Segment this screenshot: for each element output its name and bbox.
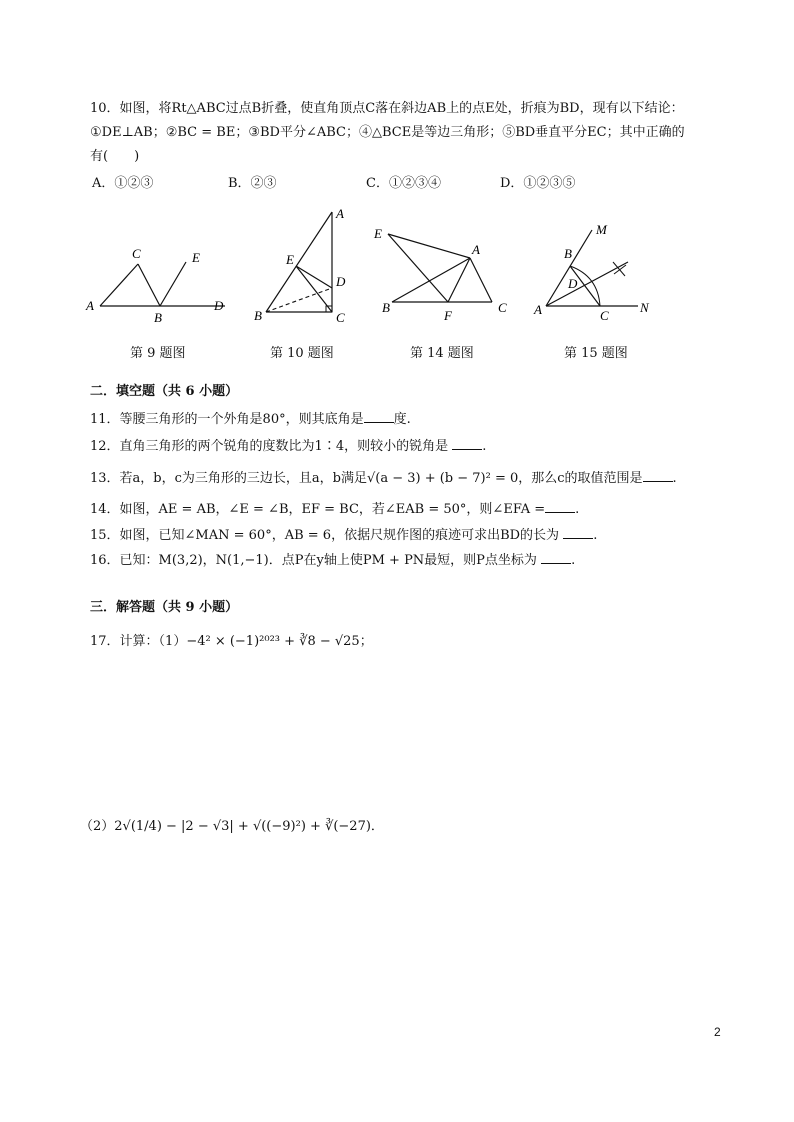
fig14-label-b: B bbox=[382, 300, 390, 315]
fig15-label-c: C bbox=[600, 308, 609, 323]
fig10-caption: 第 10 题图 bbox=[270, 346, 334, 361]
fig14-label-a: A bbox=[472, 242, 480, 257]
fig14-label-e: E bbox=[374, 226, 382, 241]
figure-15 bbox=[530, 220, 660, 326]
page-number: 2 bbox=[714, 1025, 721, 1039]
q15: 15．如图，已知∠MAN = 60°，AB = 6，依据尺规作图的痕迹可求出BD的长为 . bbox=[90, 528, 598, 543]
q12: 12．直角三角形的两个锐角的度数比为1∶4，则较小的锐角是 . bbox=[90, 439, 487, 454]
fig10-label-b: B bbox=[254, 308, 262, 323]
fig14-label-f: F bbox=[444, 308, 452, 322]
q14: 14．如图，AE = AB，∠E = ∠B，EF = BC，若∠EAB = 50°，则∠EFA = . bbox=[90, 502, 580, 517]
figure-10 bbox=[250, 204, 360, 328]
fig15-label-n: N bbox=[640, 300, 649, 315]
fig10-label-e: E bbox=[286, 252, 294, 267]
fig10-label-a: A bbox=[336, 206, 344, 221]
fig9-label-e: E bbox=[192, 250, 200, 265]
q17-part1: 17．计算：（1）−4² × (−1)²⁰²³ + ∛8 − √25； bbox=[90, 634, 373, 649]
fig9-label-a: A bbox=[86, 298, 94, 313]
q13: 13．若a，b，c为三角形的三边长，且a，b满足√(a − 3) + (b − 7)² = 0，那么c的取值范围是 . bbox=[90, 471, 677, 486]
figure-9 bbox=[80, 240, 240, 330]
fig10-label-d: D bbox=[336, 274, 346, 289]
fig15-label-d: D bbox=[568, 276, 578, 291]
q16: 16．已知：M(3,2)，N(1,−1)．点P在y轴上使PM + PN最短，则P点坐标为 . bbox=[90, 553, 576, 568]
q10-line1: 10．如图，将Rt△ABC过点B折叠，使直角顶点C落在斜边AB上的点E处，折痕为BD，现有以下结论： bbox=[90, 101, 684, 116]
fig15-label-b: B bbox=[564, 246, 572, 261]
fig15-caption: 第 15 题图 bbox=[564, 346, 628, 361]
fig9-caption: 第 9 题图 bbox=[130, 346, 186, 361]
figure-14 bbox=[370, 222, 520, 322]
q10-option-d: D．①②③⑤ bbox=[500, 176, 576, 191]
q10-line2: ①DE⊥AB；②BC = BE；③BD平分∠ABC；④△BCE是等边三角形；⑤BD垂直平分EC；其中正确的 bbox=[90, 125, 685, 140]
fig15-label-m: M bbox=[596, 222, 607, 237]
section3-title: 三．解答题（共 9 小题） bbox=[90, 600, 239, 615]
q10-option-b: B．②③ bbox=[228, 176, 277, 191]
q13-expression: √(a − 3) + (b − 7)² = 0 bbox=[366, 471, 519, 486]
fig9-label-d: D bbox=[214, 298, 224, 313]
section2-title: 二．填空题（共 6 小题） bbox=[90, 384, 239, 399]
q11: 11．等腰三角形的一个外角是80°，则其底角是 度. bbox=[90, 412, 411, 427]
q10-option-a: A．①②③ bbox=[92, 176, 154, 191]
fig9-label-c: C bbox=[132, 246, 141, 261]
fig10-label-c: C bbox=[336, 310, 345, 325]
q10-line3: 有( ) bbox=[90, 149, 140, 164]
fig15-label-a: A bbox=[534, 302, 542, 317]
q10-option-c: C．①②③④ bbox=[366, 176, 441, 191]
fig14-caption: 第 14 题图 bbox=[410, 346, 474, 361]
fig9-label-b: B bbox=[154, 310, 162, 325]
fig14-label-c: C bbox=[498, 300, 507, 315]
q17-part2: （2）2√(1/4) − |2 − √3| + √((−9)²) + ∛(−27)． bbox=[80, 819, 384, 834]
